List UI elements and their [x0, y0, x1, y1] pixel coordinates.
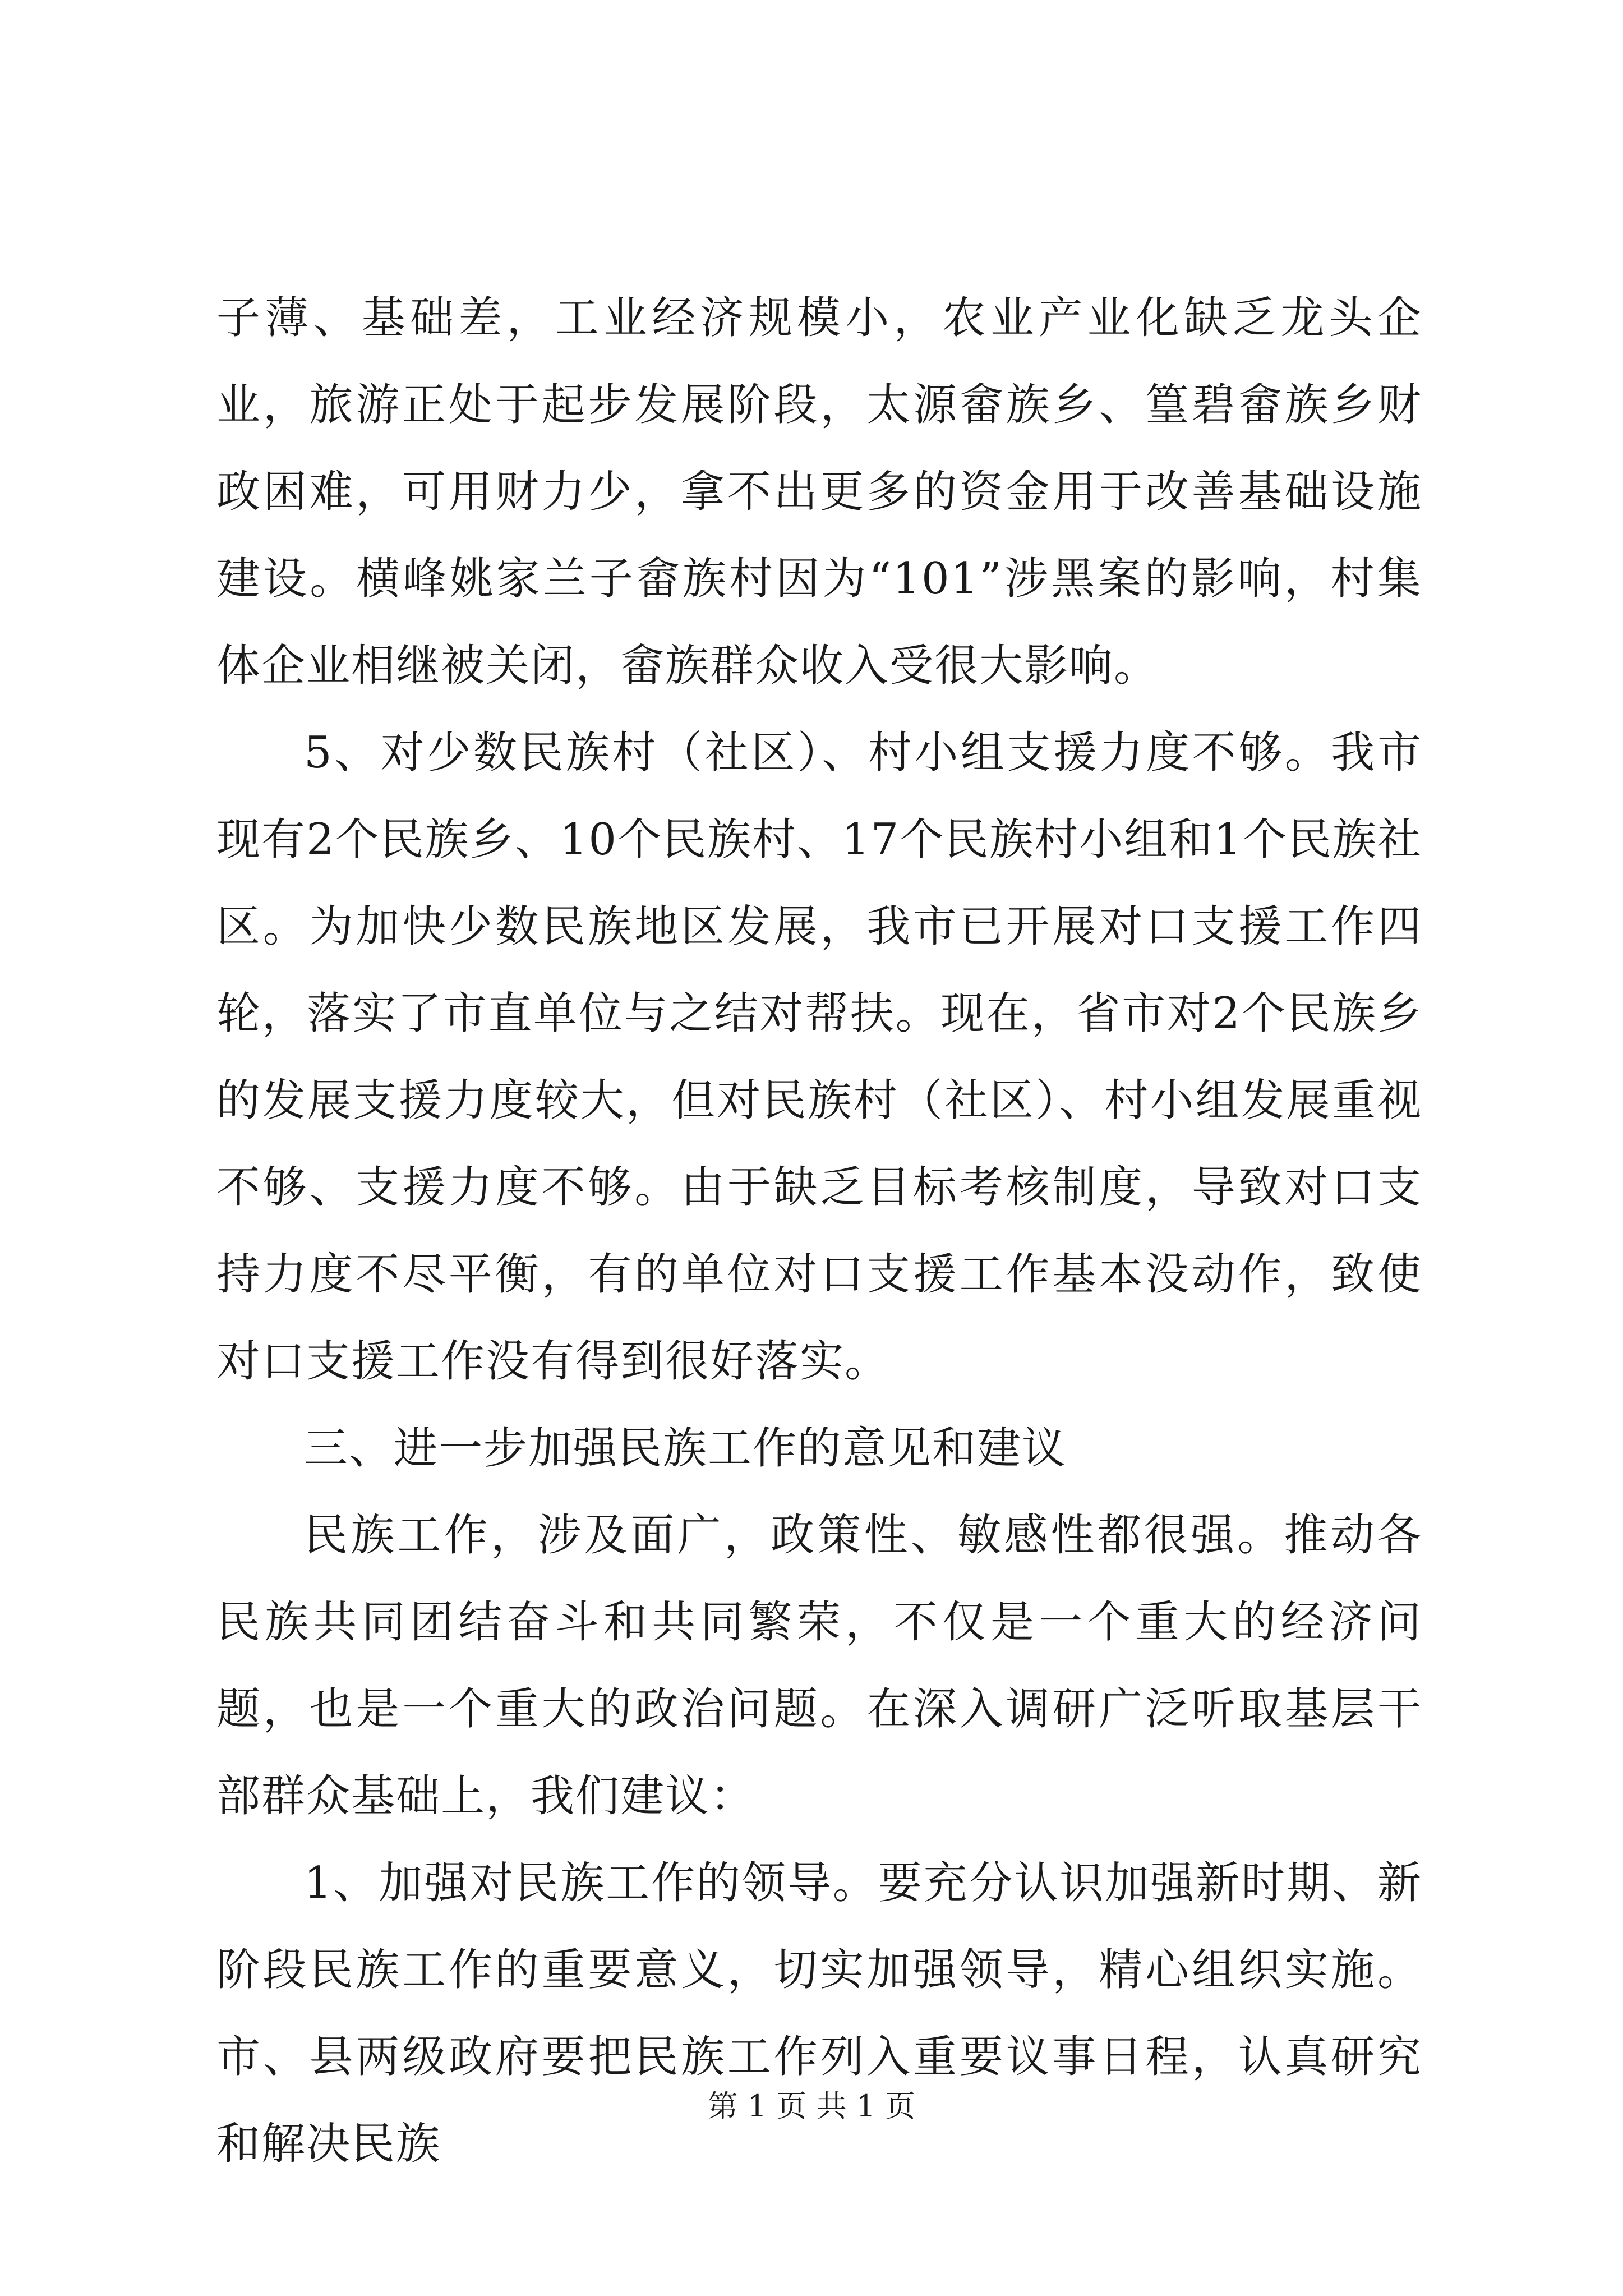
paragraph-item-1: 1、加强对民族工作的领导。要充分认识加强新时期、新阶段民族工作的重要意义，切实加强领导，精心组织实施。市、县两级政府要把民族工作列入重要议事日程，认真研究和解决民族	[216, 1858, 1422, 2169]
document-body	[216, 275, 1422, 2188]
paragraph-continuation: 子薄、基础差，工业经济规模小，农业产业化缺乏龙头企业，旅游正处于起步发展阶段，太源畲族乡、篁碧畲族乡财政困难，可用财力少，拿不出更多的资金用于改善基础设施建设。横峰姚家兰子畲族村因为“101”涉黑案的影响，村集体企业相继被关闭，畲族群众收入受很大影响。	[216, 293, 1422, 691]
paragraph-item-5: 5、对少数民族村（社区）、村小组支援力度不够。我市现有2个民族乡、10个民族村、17个民族村小组和1个民族社区。为加快少数民族地区发展，我市已开展对口支援工作四轮，落实了市直单位与之结对帮扶。现在，省市对2个民族乡的发展支援力度较大，但对民族村（社区）、村小组发展重视不够、支援力度不够。由于缺乏目标考核制度，导致对口支持力度不尽平衡，有的单位对口支援工作基本没动作，致使对口支援工作没有得到很好落实。	[216, 728, 1422, 1387]
section-heading: 三、进一步加强民族工作的意见和建议	[304, 1423, 1067, 1474]
paragraph-intro: 民族工作，涉及面广，政策性、敏感性都很强。推动各民族共同团结奋斗和共同繁荣，不仅是一个重大的经济问题，也是一个重大的政治问题。在深入调研广泛听取基层干部群众基础上，我们建议：	[216, 1510, 1422, 1821]
page-footer: 第 1 页 共 1 页	[707, 2088, 916, 2124]
